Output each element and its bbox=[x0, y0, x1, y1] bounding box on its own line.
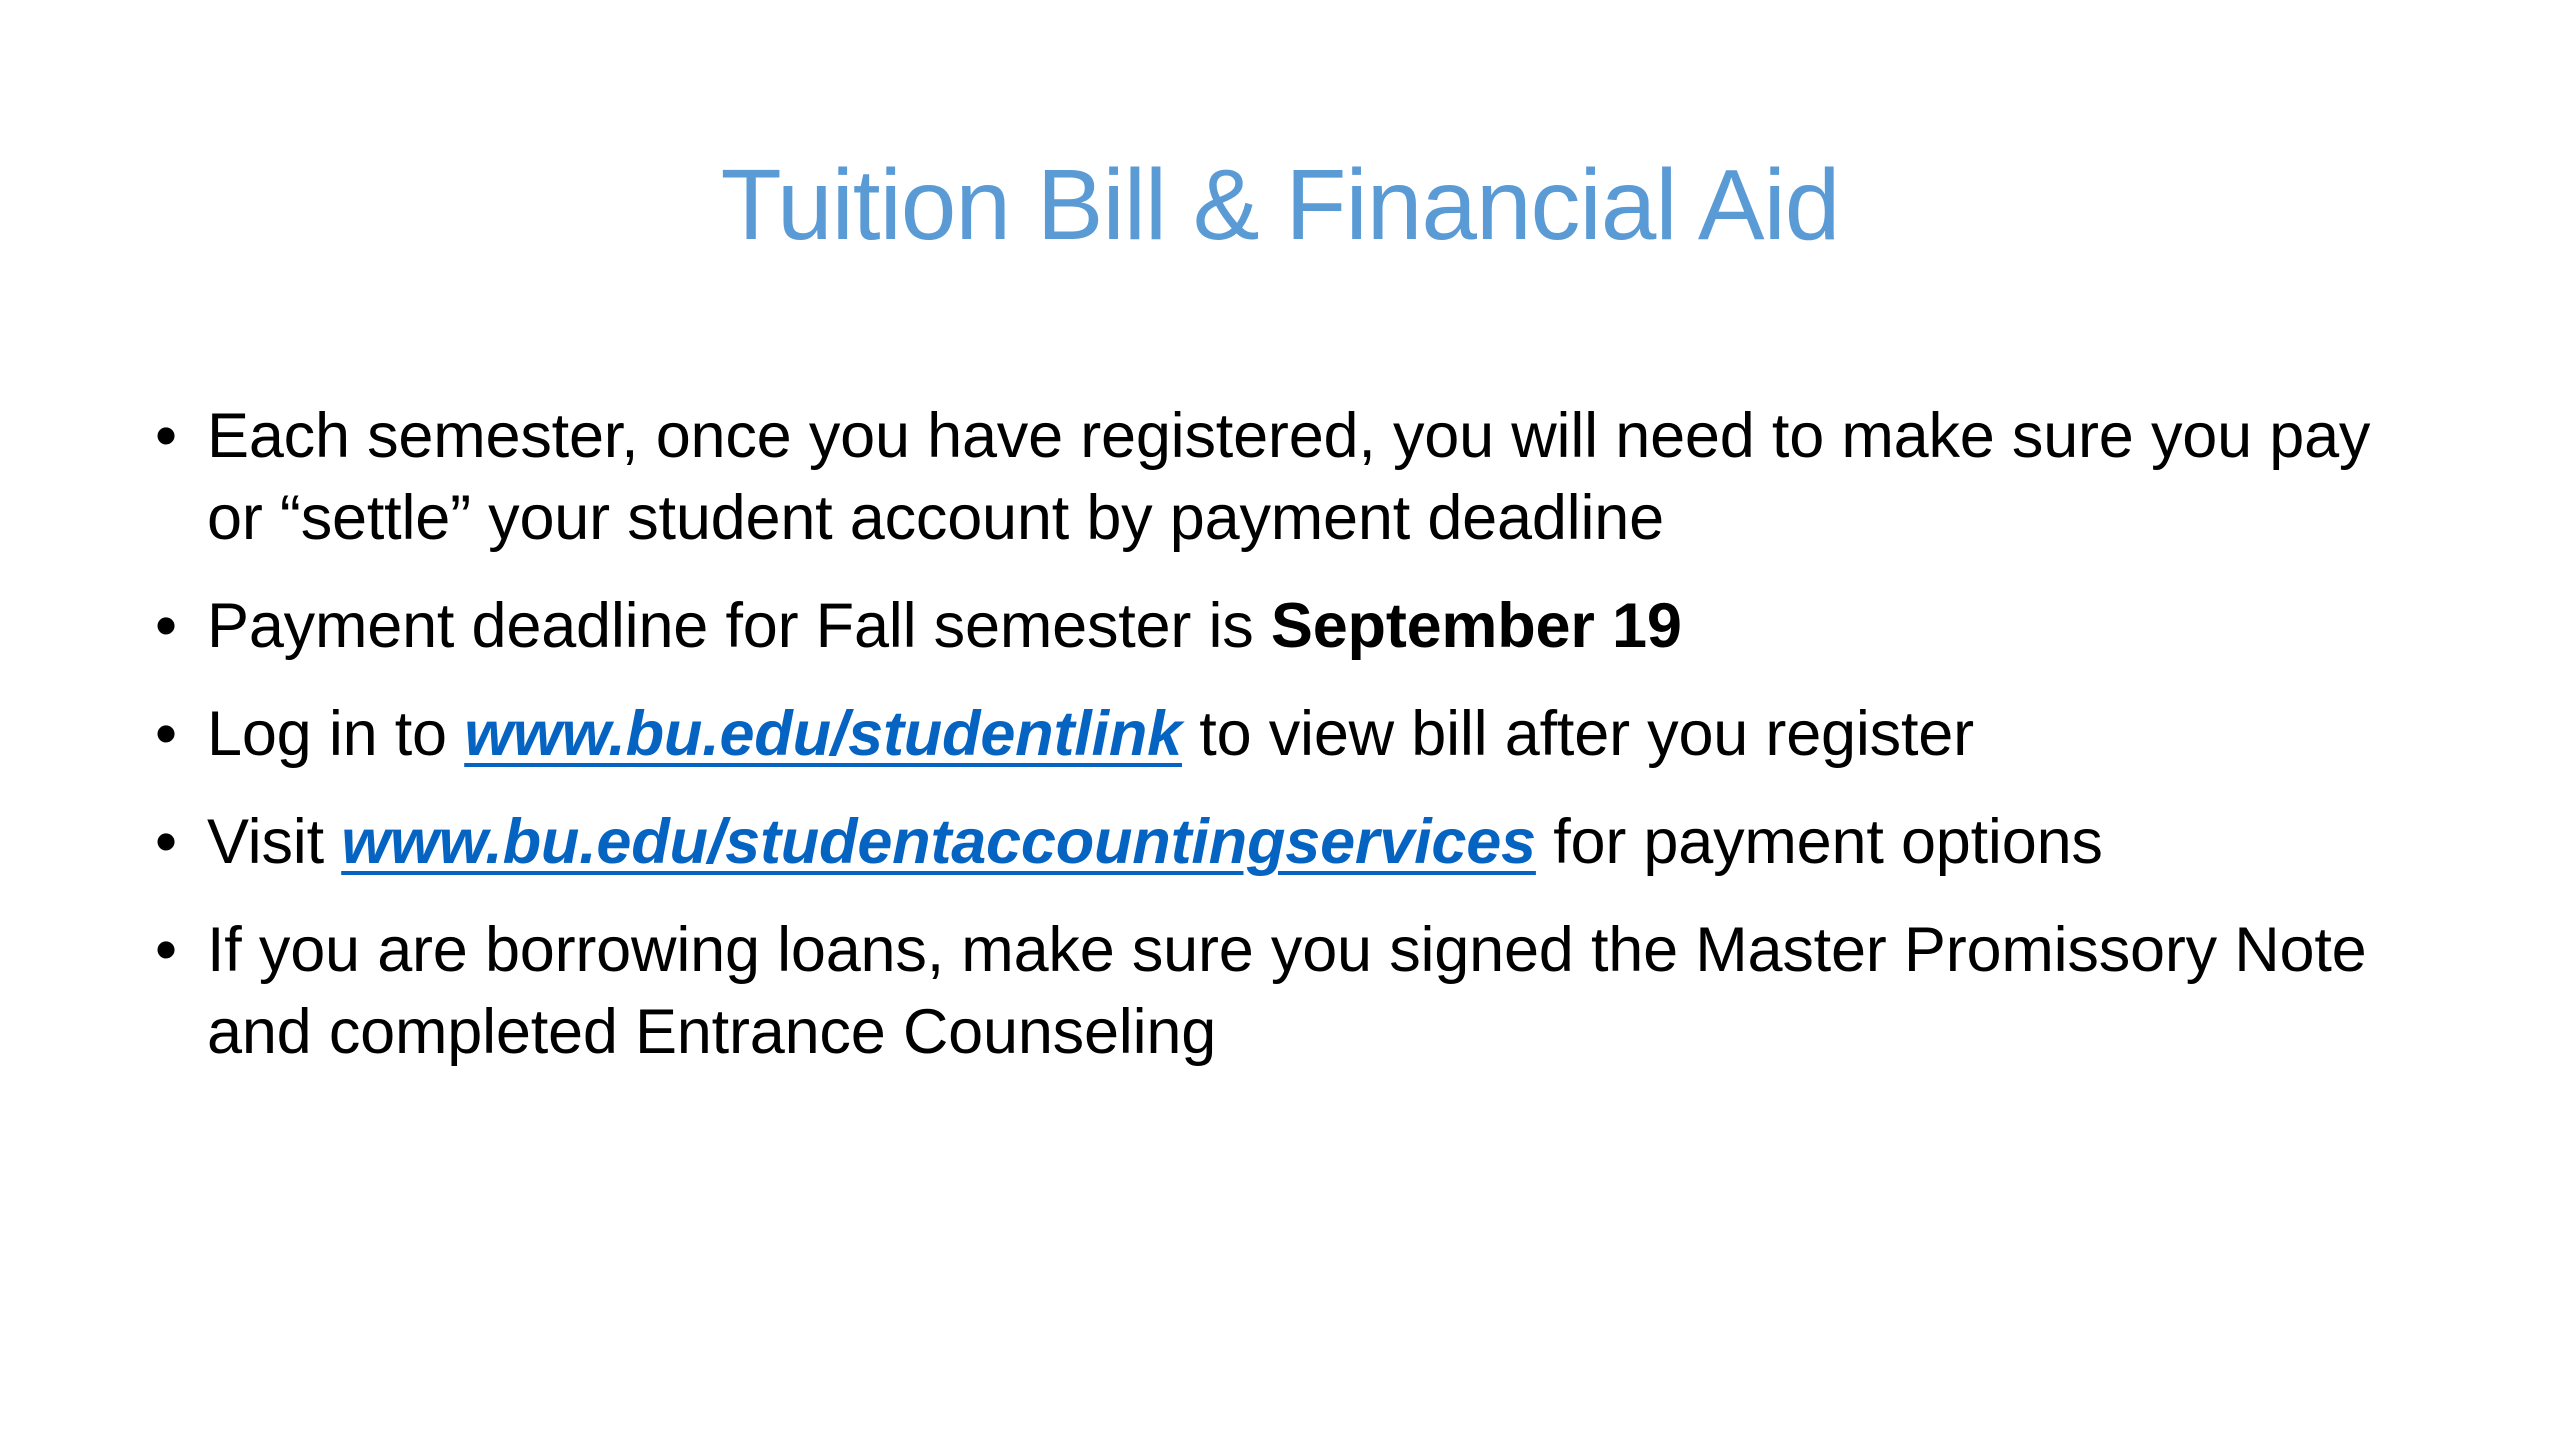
studentlink-link[interactable]: www.bu.edu/studentlink bbox=[464, 699, 1182, 769]
bullet-text: to view bill after you register bbox=[1181, 699, 1974, 769]
bullet-item-payment-deadline bbox=[155, 585, 2435, 667]
bullet-text: Visit bbox=[207, 807, 342, 877]
bullet-item-studentlink bbox=[155, 693, 2435, 775]
bullet-glyph: • bbox=[155, 915, 177, 985]
slide-title: Tuition Bill & Financial Aid bbox=[720, 149, 1840, 261]
bullet-item-accounting-services bbox=[155, 801, 2435, 883]
bullet-text: Payment deadline for Fall semester is bbox=[207, 591, 1271, 661]
bullet-item-loans bbox=[155, 909, 2435, 1073]
student-accounting-services-link[interactable]: www.bu.edu/studentaccountingservices bbox=[341, 807, 1536, 877]
bullet-glyph: • bbox=[155, 591, 177, 661]
bullet-glyph: • bbox=[155, 699, 177, 769]
bullet-text: Each semester, once you have registered, you will need to make sure you pay or “settle” your student account by payment deadline bbox=[207, 401, 2371, 553]
bullet-text: Log in to bbox=[207, 699, 465, 769]
bullet-glyph: • bbox=[155, 401, 177, 471]
bullet-text: for payment options bbox=[1535, 807, 2103, 877]
bullet-text: If you are borrowing loans, make sure you signed the Master Promissory Note and completed Entrance Counseling bbox=[207, 915, 2367, 1067]
bullet-glyph: • bbox=[155, 807, 177, 877]
bullet-item-settle-account bbox=[155, 395, 2435, 559]
bullet-list bbox=[155, 395, 2435, 1099]
deadline-date: September 19 bbox=[1270, 591, 1682, 661]
